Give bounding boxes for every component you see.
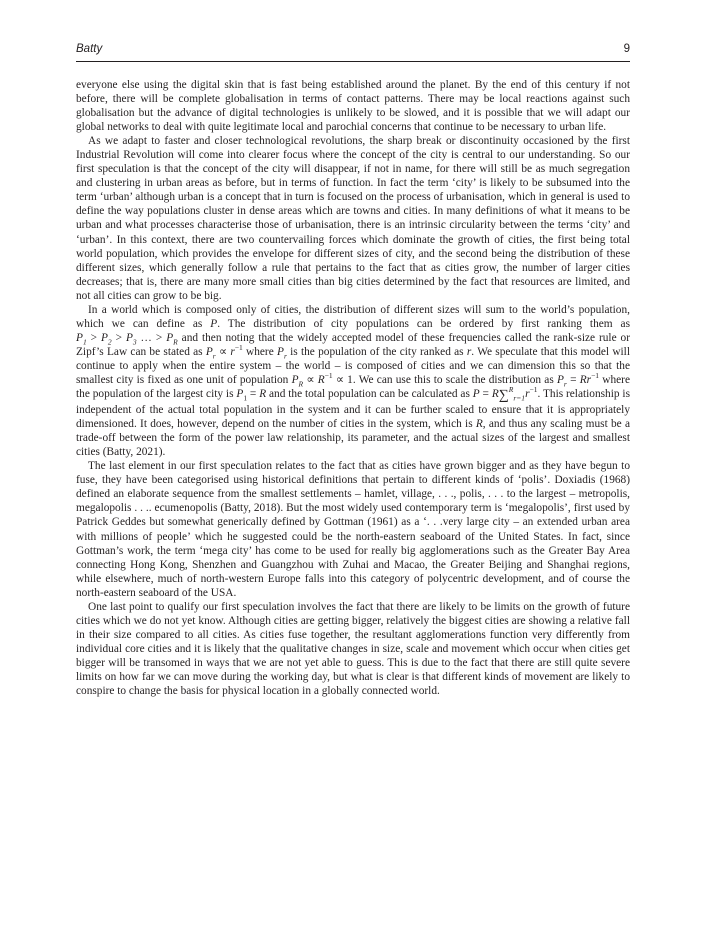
paragraph-2: As we adapt to faster and closer technological revolutions, the sharp break or discontinuity occasioned by the first Industrial Revolution will come into clearer focus where the concept of the city is central to our understanding. So our first speculation is that the concept of the city will disappear, if not in name, for there will still be as much segregation and clustering in urban areas as before, but in terms of function. In fact the term ‘city’ is likely to be subsumed into the term ‘urban’ although urban is a concept that in turn is focused on the process of urbanisation, which in general is used to define the way populations cluster in dense areas which are towns and cities. In many definitions of what it means to be urban and what processes characterise those of urbanisation, there is an intrinsic circularity between the terms ‘city’ and ‘urban’. In this context, there are two countervailing forces which dominate the growth of cities, the first being total world population, which provides the envelope for different sizes of city, and the second being the distribution of these different sizes, which generally follow a rule that pertains to the fact that as cities grow, the number of larger cities decreases; that is, there are many more small cities than big cities determined by the fact that resources are limited, and not all cities can grow to be big. [76,135,630,302]
math-largest-city: $P_1 = R$ [236,388,267,403]
paragraph-5: One last point to qualify our first speculation involves the fact that there are likely to be limits on the growth of future cities which we do not yet know. Although cities are getting bigger, relatively the biggest cities are showing a relative fall in their size compared to all cities. As cities fuse together, the resultant agglomerations function very differently from individual core cities and it is likely that the qualitative changes in size, scale and movement which occur when cities get bigger will be transomed in ways that we are not yet able to guess. This is due to the fact that there are still quite severe limits on how far we can move during the working day, but what is clear is that different kinds of movement are likely to conspire to change the basis for physical location in a globally connected world. [76,600,630,698]
running-header [76,43,630,61]
p3-text-7: . We can use this to scale the distribution as [352,373,557,386]
p3-text-11: , and thus any scaling must be a trade-off between the form of the power law relationship, its parameter, and the actual sizes of the largest and smallest cities (Batty, 2021). [76,418,630,459]
p3-text-4: where [242,345,278,358]
p3-text-2: . The distribution of city populations can be ordered by first ranking them as [217,317,631,330]
p3-text-8: where the population of the largest city is [76,373,630,401]
paragraph-4: The last element in our first speculation relates to the fact that as cities have grown bigger and as they have begun to fuse, they have been categorised using historical definitions that pertain to different kinds of ‘polis’. Doxiadis (1968) defined an elaborate sequence from the smallest settlements – hamlet, village, . . ., polis, . . . to the largest – metropolis, megalopolis . . .. ecumenopolis (Batty, 2018). But the most widely used contemporary term is ‘megalopolis’, first used by Patrick Geddes but somewhat generically defined by Gottman (1961) as a ‘. . .very large city – an extended urban area with millions of people’ which he suggested could be the north-eastern seaboard of the United States. In fact, since Gottman’s work, the term ‘mega city’ has come to be used for really big agglomerations such as the Greater Bay Area connecting Hong Kong, Shenzhen and Guangzhou with Zuhai and Macao, the Greater Beijing and Shanghai regions, while elsewhere, much of north-western Europe falls into this category of polycentric development, and of course the north-eastern seaboard of the USA. [76,460,630,599]
math-cities-count: R [475,418,483,431]
paragraph-3 [76,303,630,460]
p3-text-3: and then noting that the widely accepted model of these frequencies called the rank-size rule or Zipf’s Law can be stated as [76,331,631,358]
math-rank-symbol: r [466,345,472,358]
math-scaled-distribution: $P_r = Rr^{-1}$ [556,371,600,389]
body-text [76,78,630,698]
running-head-author: Batty [76,43,103,55]
math-world-population: P [210,317,218,330]
page-number: 9 [623,43,630,55]
p3-text-1: In a world which is composed only of cities, the distribution of different sizes will sum to the world’s population, which we can define as [76,303,630,330]
math-pop-symbol: $P_r$ [277,345,287,361]
p3-text-5: is the population of the city ranked as [286,345,467,358]
paragraph-1: everyone else using the digital skin that is fast being established around the planet. By the end of this century if not before, there will be complete globalisation in terms of contact patterns. There may be local reactions against such globalisation but the advance of digital technologies is unlikely to be slowed, and it is possible that we will adapt our global networks to deal with quite legitimate local and parochial concerns that continue to be necessary to urban life. [76,79,630,134]
math-smallest-city: $P_R \propto R^{-1} \propto 1$ [291,371,353,389]
math-ranking: $P_1 > P_2 > P_3$ … > $P_R$ [76,331,178,347]
p3-text-9: and the total population can be calculated as [266,388,473,401]
header-rule [76,61,630,62]
p3-text-6: . We speculate that this model will continue to apply when the entire system – the world – is composed of cities and we can dimension this so that the smallest city is fixed as one unit of population [76,345,630,386]
math-rank-size-law: $P_r \propto r^{-1}$ [205,343,243,361]
p3-text-10: . This relationship is independent of the actual total population in the system and it can be further scaled to ensure that it is appropriately dimensioned. It does, however, depend on the number of cities in the system, which is [76,388,630,431]
math-total-population: $P = R\sum^R_{r=1}r^{-1}$ [472,385,538,404]
